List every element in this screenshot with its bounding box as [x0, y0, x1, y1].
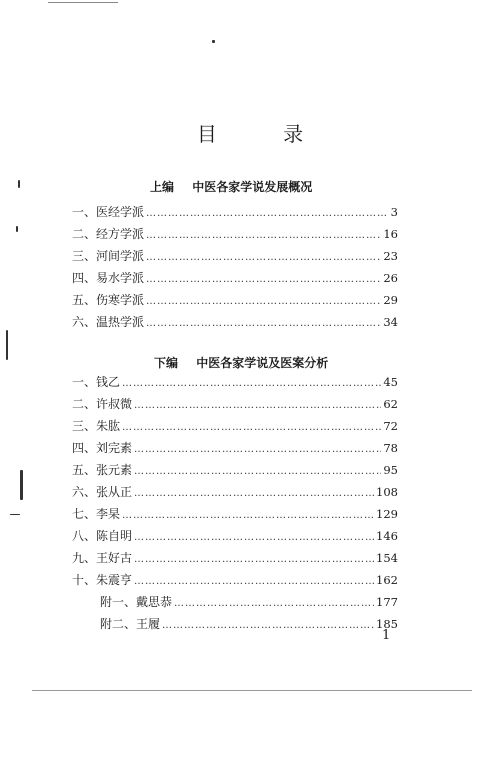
toc-entry-number: 六、: [72, 485, 97, 499]
title-char-2: 录: [283, 122, 308, 146]
toc-entry-title: 钱乙: [96, 375, 121, 389]
toc-entry-title: 许叔微: [96, 397, 133, 411]
toc-leader-dots: [174, 593, 374, 615]
toc-entry: [72, 393, 398, 415]
toc-entry-number: 二、: [72, 397, 97, 411]
toc-entry-number: 七、: [72, 507, 97, 521]
toc-leader-dots: [146, 291, 381, 313]
toc-entry-number: 附一、: [100, 595, 137, 609]
toc-entry: [72, 481, 398, 503]
toc-leader-dots: [146, 225, 381, 247]
toc-entry: [72, 201, 398, 223]
scan-artifact-bottom: [32, 690, 472, 691]
page-number: 1: [382, 628, 391, 643]
toc-entry-title: 李杲: [96, 507, 121, 521]
toc-entry-page: 177: [376, 595, 398, 609]
toc-entry-title: 张元素: [96, 463, 133, 477]
toc-entry-page: 3: [390, 205, 398, 219]
toc-entry: [72, 245, 398, 267]
toc-entry-number: 五、: [72, 463, 97, 477]
toc-entry-title: 温热学派: [96, 315, 145, 329]
toc-leader-dots: [146, 247, 381, 269]
toc-entry-page: 72: [383, 419, 398, 433]
toc-leader-dots: [146, 269, 381, 291]
part1-title: 中医各家学说发展概况: [192, 180, 313, 194]
part1-heading: [150, 178, 312, 195]
part2-toc-list: [72, 371, 398, 635]
toc-entry-number: 二、: [72, 227, 97, 241]
toc-leader-dots: [122, 505, 374, 527]
toc-leader-dots: [162, 615, 374, 637]
scan-speck: [20, 470, 23, 500]
title-char-1: 目: [196, 122, 221, 146]
toc-leader-dots: [134, 483, 374, 505]
toc-entry-page: 129: [376, 507, 398, 521]
toc-entry-title: 刘完素: [96, 441, 133, 455]
toc-entry-title: 河间学派: [96, 249, 145, 263]
scan-speck: [16, 226, 18, 232]
toc-entry-number: 一、: [72, 205, 97, 219]
toc-entry: [72, 569, 398, 591]
toc-entry-title: 朱肱: [96, 419, 121, 433]
toc-leader-dots: [122, 417, 381, 439]
toc-entry-number: 三、: [72, 249, 97, 263]
toc-entry: [72, 371, 398, 393]
toc-entry-page: 29: [383, 293, 398, 307]
toc-entry-title: 伤寒学派: [96, 293, 145, 307]
part2-label: 下编: [154, 356, 179, 370]
toc-entry-page: 154: [376, 551, 398, 565]
toc-entry: [72, 415, 398, 437]
toc-leader-dots: [134, 439, 381, 461]
toc-entry-page: 23: [383, 249, 398, 263]
toc-entry-number: 九、: [72, 551, 97, 565]
toc-entry-page: 26: [383, 271, 398, 285]
toc-entry: [72, 547, 398, 569]
toc-entry-title: 张从正: [96, 485, 133, 499]
toc-entry-title: 医经学派: [96, 205, 145, 219]
toc-entry-number: 附二、: [100, 617, 137, 631]
toc-entry-page: 62: [383, 397, 398, 411]
toc-entry-title: 易水学派: [96, 271, 145, 285]
toc-leader-dots: [134, 527, 374, 549]
toc-appendix-entry: [72, 591, 398, 613]
toc-leader-dots: [134, 395, 381, 417]
toc-leader-dots: [122, 373, 381, 395]
page-title: [0, 118, 504, 147]
toc-leader-dots: [146, 203, 389, 225]
toc-leader-dots: [134, 461, 381, 483]
toc-entry-number: 八、: [72, 529, 97, 543]
toc-entry-page: 108: [376, 485, 398, 499]
toc-entry-number: 一、: [72, 375, 97, 389]
part2-heading: [154, 354, 328, 371]
scan-speck: [212, 40, 215, 43]
scan-artifact-top: [48, 2, 118, 3]
toc-entry: [72, 503, 398, 525]
scan-speck: [6, 330, 8, 360]
toc-entry-page: 162: [376, 573, 398, 587]
toc-leader-dots: [134, 571, 374, 593]
toc-entry: [72, 437, 398, 459]
scan-speck: [18, 180, 20, 188]
toc-entry-page: 78: [383, 441, 398, 455]
toc-entry-title: 戴思恭: [136, 595, 173, 609]
toc-entry: [72, 525, 398, 547]
toc-entry-page: 185: [376, 617, 398, 631]
toc-entry-number: 五、: [72, 293, 97, 307]
toc-entry-title: 朱震亨: [96, 573, 133, 587]
scan-speck: [10, 514, 20, 515]
toc-entry: [72, 289, 398, 311]
toc-entry: [72, 459, 398, 481]
toc-entry-title: 王好古: [96, 551, 133, 565]
toc-leader-dots: [134, 549, 374, 571]
toc-entry-page: 16: [383, 227, 398, 241]
toc-entry-title: 陈自明: [96, 529, 133, 543]
part1-toc-list: [72, 201, 398, 333]
toc-entry-number: 四、: [72, 441, 97, 455]
toc-appendix-entry: [72, 613, 398, 635]
toc-entry-page: 34: [383, 315, 398, 329]
toc-entry: [72, 311, 398, 333]
toc-entry-title: 王履: [136, 617, 161, 631]
toc-entry-number: 六、: [72, 315, 97, 329]
toc-entry-page: 45: [383, 375, 398, 389]
toc-entry-number: 十、: [72, 573, 97, 587]
toc-entry-page: 146: [376, 529, 398, 543]
toc-entry: [72, 267, 398, 289]
toc-entry-number: 四、: [72, 271, 97, 285]
toc-entry-page: 95: [383, 463, 398, 477]
toc-leader-dots: [146, 313, 381, 335]
toc-entry: [72, 223, 398, 245]
toc-entry-title: 经方学派: [96, 227, 145, 241]
toc-entry-number: 三、: [72, 419, 97, 433]
part2-title: 中医各家学说及医案分析: [196, 356, 329, 370]
part1-label: 上编: [150, 180, 175, 194]
